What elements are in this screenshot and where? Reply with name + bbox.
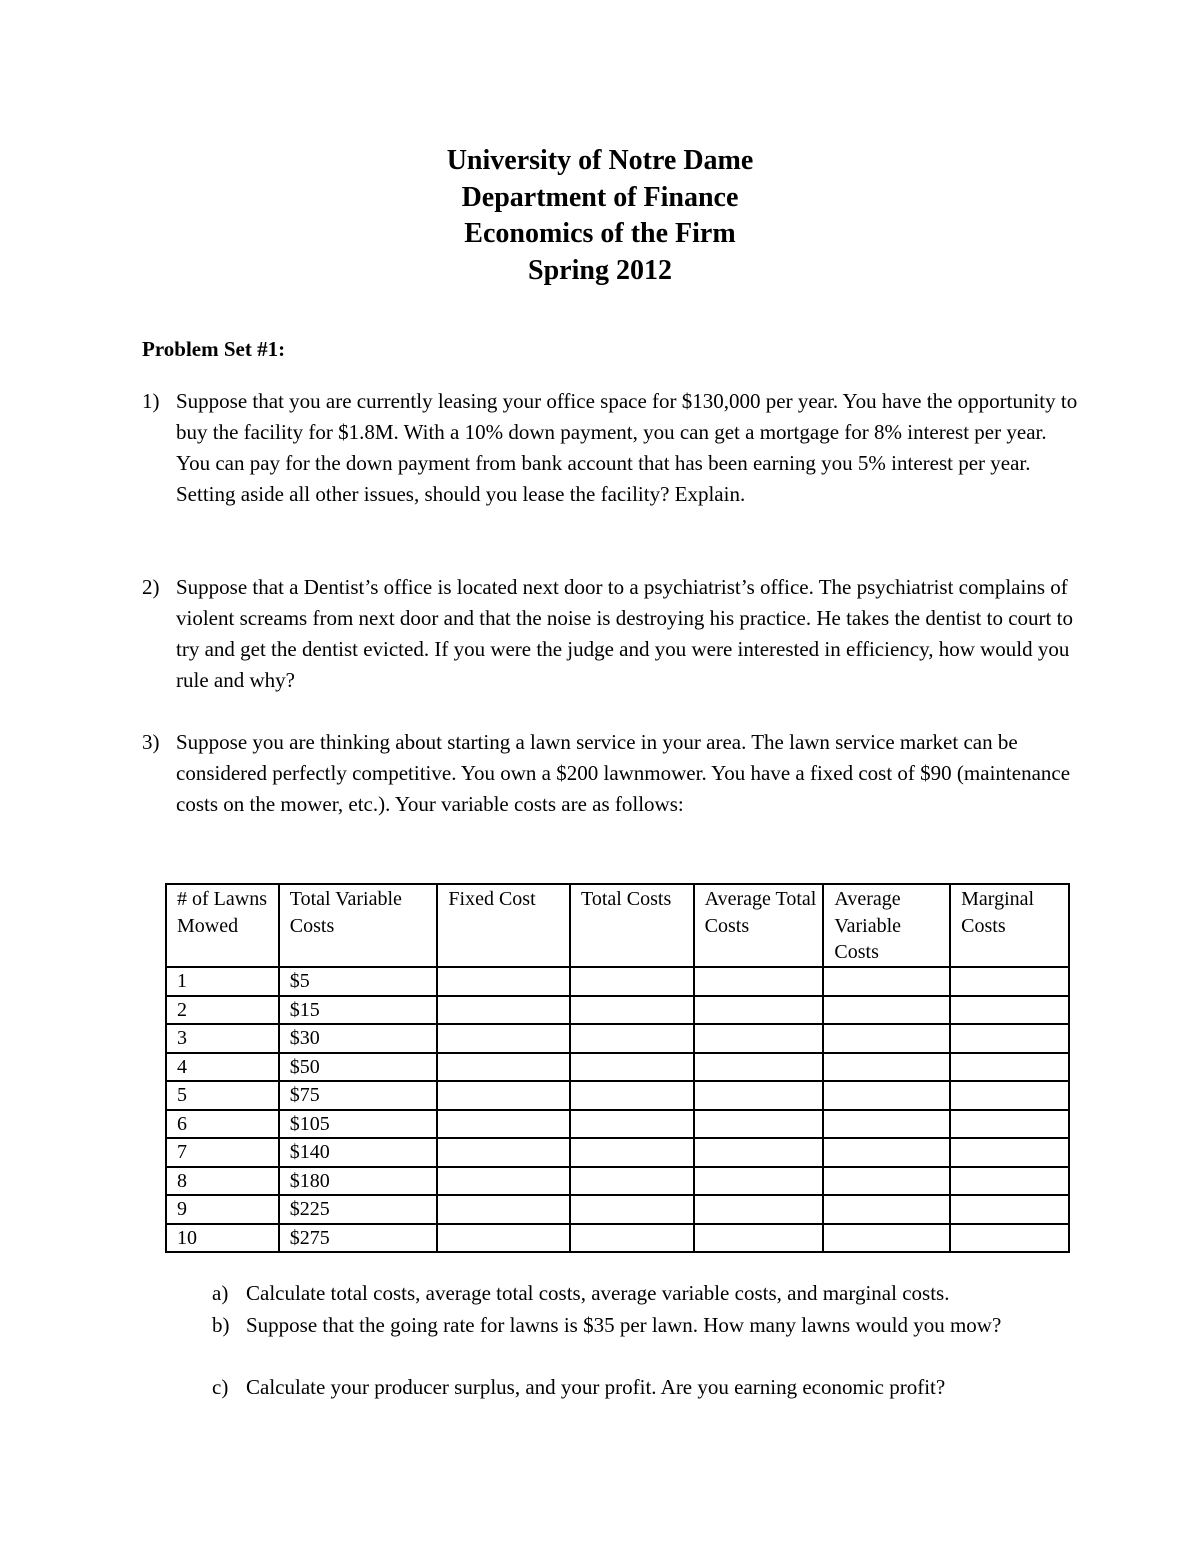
sub-question-label: b) — [212, 1313, 230, 1337]
problem-2 — [142, 572, 1082, 696]
problem-number: 3) — [142, 730, 160, 754]
problem-text: Suppose that a Dentist’s office is located next door to a psychiatrist’s office. The psychiatrist complains of violent screams from next door and that the noise is destroying his practice. He takes the dentist to court to try and get the dentist evicted. If you were the judge and you were interested in efficiency, how would you rule and why? — [176, 575, 1073, 692]
cell-lawns-mowed: 7 — [166, 1138, 279, 1167]
problem-1 — [142, 386, 1082, 510]
cell-average-variable-costs — [823, 996, 950, 1025]
cell-fixed-cost — [437, 967, 570, 996]
term: Spring 2012 — [528, 254, 672, 286]
cell-average-total-costs — [694, 1224, 824, 1253]
cell-marginal-costs — [950, 1024, 1069, 1053]
cell-lawns-mowed: 5 — [166, 1081, 279, 1110]
cell-total-variable-costs: $180 — [279, 1167, 438, 1196]
cell-fixed-cost — [437, 1195, 570, 1224]
sub-question-text: Calculate your producer surplus, and your profit. Are you earning economic profit? — [246, 1375, 946, 1399]
col-header-marginal-costs: Marginal Costs — [950, 884, 1069, 967]
cell-total-variable-costs: $225 — [279, 1195, 438, 1224]
cell-lawns-mowed: 2 — [166, 996, 279, 1025]
table-row — [166, 996, 1069, 1025]
cell-total-costs — [570, 1167, 694, 1196]
sub-question-text: Calculate total costs, average total costs, average variable costs, and marginal costs. — [246, 1281, 950, 1305]
col-header-average-variable-costs: Average Variable Costs — [823, 884, 950, 967]
cell-marginal-costs — [950, 1224, 1069, 1253]
cell-average-variable-costs — [823, 1024, 950, 1053]
col-header-total-costs: Total Costs — [570, 884, 694, 967]
cell-fixed-cost — [437, 1110, 570, 1139]
sub-question-label: c) — [212, 1375, 229, 1399]
cell-average-total-costs — [694, 1167, 824, 1196]
cell-marginal-costs — [950, 1195, 1069, 1224]
cell-average-variable-costs — [823, 1110, 950, 1139]
cell-fixed-cost — [437, 1167, 570, 1196]
problem-3 — [142, 727, 1082, 820]
cell-marginal-costs — [950, 1167, 1069, 1196]
table-body — [166, 967, 1069, 1252]
cell-fixed-cost — [437, 1053, 570, 1082]
cell-total-variable-costs: $50 — [279, 1053, 438, 1082]
problem-number: 2) — [142, 575, 160, 599]
cell-total-costs — [570, 1224, 694, 1253]
table-row — [166, 967, 1069, 996]
table-row — [166, 1081, 1069, 1110]
problem-number: 1) — [142, 389, 160, 413]
cell-marginal-costs — [950, 996, 1069, 1025]
cell-fixed-cost — [437, 1138, 570, 1167]
table-row — [166, 1110, 1069, 1139]
cell-fixed-cost — [437, 1024, 570, 1053]
cell-average-variable-costs — [823, 1081, 950, 1110]
col-header-fixed-cost: Fixed Cost — [437, 884, 570, 967]
sub-question-text: Suppose that the going rate for lawns is $35 per lawn. How many lawns would you mow? — [246, 1313, 1002, 1337]
cell-average-variable-costs — [823, 1224, 950, 1253]
cost-table — [165, 883, 1070, 1253]
table-row — [166, 1053, 1069, 1082]
problem-text: Suppose that you are currently leasing your office space for $130,000 per year. You have the opportunity to buy the facility for $1.8M. With a 10% down payment, you can get a mortgage for 8% interest per year. You can pay for the down payment from bank account that has been earning you 5% interest per year. Setting aside all other issues, should you lease the facility? Explain. — [176, 389, 1078, 506]
cell-total-variable-costs: $5 — [279, 967, 438, 996]
cell-lawns-mowed: 1 — [166, 967, 279, 996]
cell-average-total-costs — [694, 1110, 824, 1139]
cell-lawns-mowed: 9 — [166, 1195, 279, 1224]
course-name: Economics of the Firm — [464, 218, 736, 249]
table-row — [166, 1224, 1069, 1253]
cell-total-costs — [570, 1110, 694, 1139]
cell-marginal-costs — [950, 1053, 1069, 1082]
cell-total-costs — [570, 1053, 694, 1082]
cell-marginal-costs — [950, 967, 1069, 996]
cell-total-variable-costs: $140 — [279, 1138, 438, 1167]
cell-total-variable-costs: $75 — [279, 1081, 438, 1110]
cell-lawns-mowed: 6 — [166, 1110, 279, 1139]
sub-question-a — [212, 1278, 1072, 1309]
cell-average-total-costs — [694, 967, 824, 996]
cell-fixed-cost — [437, 996, 570, 1025]
problem-text: Suppose you are thinking about starting a lawn service in your area. The lawn service market can be considered perfectly competitive. You own a $200 lawnmower. You have a fixed cost of $90 (maintenance costs on the mower, etc.). Your variable costs are as follows: — [176, 730, 1071, 816]
cell-total-variable-costs: $275 — [279, 1224, 438, 1253]
table-row — [166, 1138, 1069, 1167]
col-header-lawns: # of Lawns Mowed — [166, 884, 279, 967]
cell-total-costs — [570, 967, 694, 996]
cell-average-variable-costs — [823, 967, 950, 996]
table-row — [166, 1024, 1069, 1053]
cell-marginal-costs — [950, 1110, 1069, 1139]
cell-average-variable-costs — [823, 1195, 950, 1224]
cell-average-total-costs — [694, 1024, 824, 1053]
cell-total-variable-costs: $30 — [279, 1024, 438, 1053]
table-header-row — [166, 884, 1069, 967]
cell-fixed-cost — [437, 1224, 570, 1253]
cell-total-costs — [570, 1138, 694, 1167]
table-row — [166, 1195, 1069, 1224]
cell-average-variable-costs — [823, 1053, 950, 1082]
sub-question-c — [212, 1372, 1072, 1403]
col-header-total-variable-costs: Total Variable Costs — [279, 884, 438, 967]
cell-lawns-mowed: 10 — [166, 1224, 279, 1253]
cell-total-costs — [570, 1024, 694, 1053]
cell-average-variable-costs — [823, 1138, 950, 1167]
cell-total-costs — [570, 1195, 694, 1224]
document-header — [0, 143, 1200, 289]
cell-average-total-costs — [694, 1138, 824, 1167]
cell-average-total-costs — [694, 1195, 824, 1224]
cell-lawns-mowed: 8 — [166, 1167, 279, 1196]
cell-average-total-costs — [694, 1081, 824, 1110]
problem-set-title: Problem Set #1: — [142, 337, 286, 361]
cell-average-total-costs — [694, 996, 824, 1025]
cell-marginal-costs — [950, 1081, 1069, 1110]
sub-question-label: a) — [212, 1281, 229, 1305]
department-name: Department of Finance — [461, 181, 739, 213]
cell-lawns-mowed: 3 — [166, 1024, 279, 1053]
cell-total-costs — [570, 996, 694, 1025]
col-header-average-total-costs: Average Total Costs — [694, 884, 824, 967]
cell-total-costs — [570, 1081, 694, 1110]
cell-total-variable-costs: $105 — [279, 1110, 438, 1139]
university-name: University of Notre Dame — [446, 145, 754, 176]
cell-marginal-costs — [950, 1138, 1069, 1167]
sub-question-b — [212, 1310, 1072, 1341]
cell-average-variable-costs — [823, 1167, 950, 1196]
table-row — [166, 1167, 1069, 1196]
cell-fixed-cost — [437, 1081, 570, 1110]
cell-lawns-mowed: 4 — [166, 1053, 279, 1082]
cell-total-variable-costs: $15 — [279, 996, 438, 1025]
cell-average-total-costs — [694, 1053, 824, 1082]
